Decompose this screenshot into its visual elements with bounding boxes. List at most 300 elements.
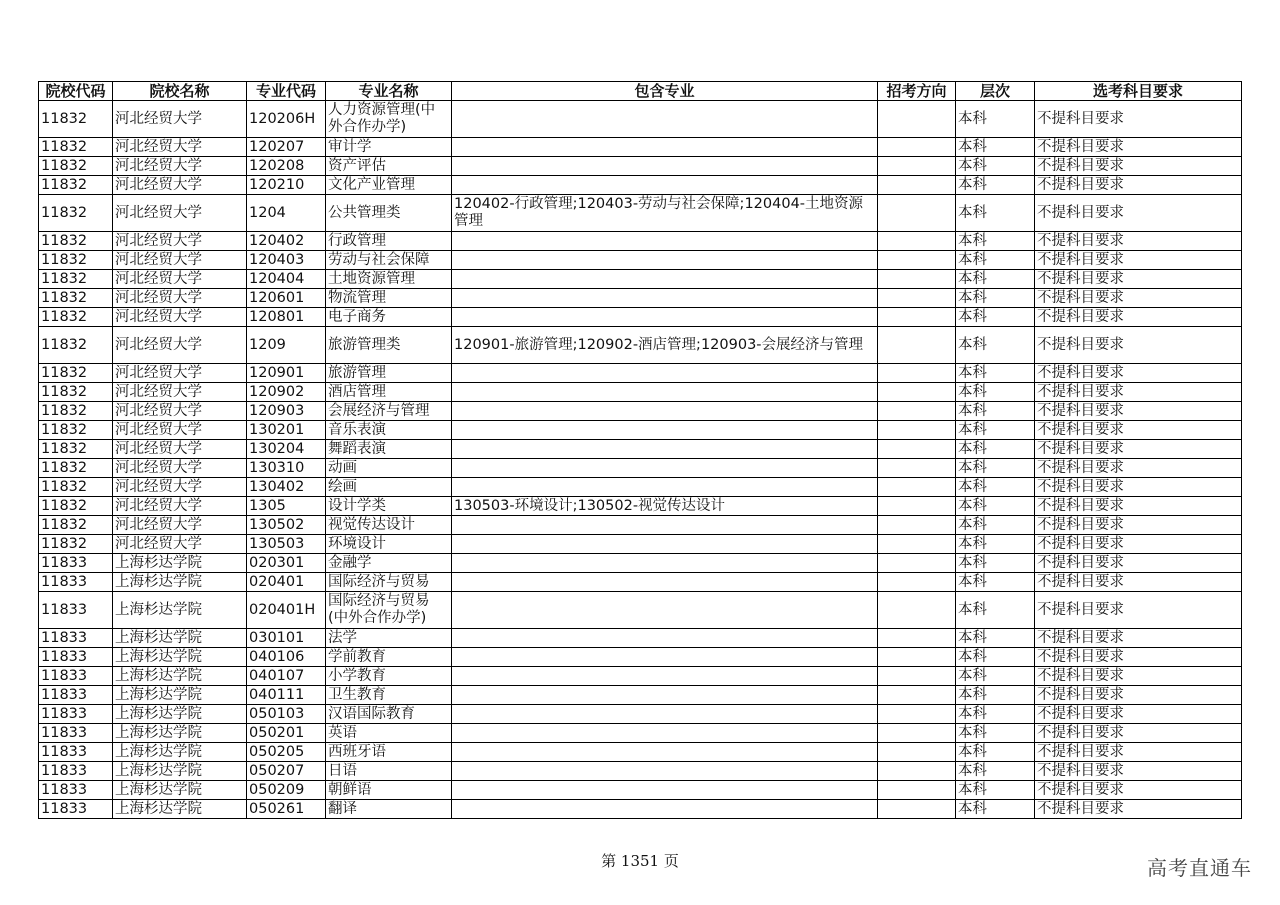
cell-major-code: 040106 xyxy=(247,648,326,667)
cell-level: 本科 xyxy=(956,157,1035,176)
cell-included-majors xyxy=(452,554,878,573)
cell-major-name: 酒店管理 xyxy=(326,383,452,402)
cell-level: 本科 xyxy=(956,667,1035,686)
cell-level: 本科 xyxy=(956,592,1035,629)
cell-included-majors xyxy=(452,762,878,781)
cell-level: 本科 xyxy=(956,101,1035,138)
cell-level: 本科 xyxy=(956,308,1035,327)
cell-level: 本科 xyxy=(956,327,1035,364)
cell-school-code: 11832 xyxy=(39,497,113,516)
cell-major-name: 公共管理类 xyxy=(326,195,452,232)
cell-included-majors xyxy=(452,383,878,402)
cell-school-name: 河北经贸大学 xyxy=(113,478,247,497)
cell-level: 本科 xyxy=(956,195,1035,232)
cell-included-majors xyxy=(452,101,878,138)
cell-subject-requirement: 不提科目要求 xyxy=(1035,157,1242,176)
cell-major-name: 旅游管理类 xyxy=(326,327,452,364)
cell-direction xyxy=(878,592,956,629)
cell-subject-requirement: 不提科目要求 xyxy=(1035,648,1242,667)
cell-school-code: 11833 xyxy=(39,667,113,686)
cell-included-majors xyxy=(452,724,878,743)
table-row xyxy=(39,270,1242,289)
cell-school-name: 上海杉达学院 xyxy=(113,573,247,592)
cell-major-name: 电子商务 xyxy=(326,308,452,327)
header-subject-requirement: 选考科目要求 xyxy=(1035,82,1242,101)
cell-school-name: 上海杉达学院 xyxy=(113,686,247,705)
cell-level: 本科 xyxy=(956,289,1035,308)
cell-included-majors xyxy=(452,705,878,724)
cell-major-code: 120801 xyxy=(247,308,326,327)
cell-level: 本科 xyxy=(956,762,1035,781)
cell-major-code: 120404 xyxy=(247,270,326,289)
cell-school-name: 河北经贸大学 xyxy=(113,101,247,138)
cell-level: 本科 xyxy=(956,781,1035,800)
cell-included-majors xyxy=(452,573,878,592)
cell-school-code: 11832 xyxy=(39,516,113,535)
cell-major-name: 环境设计 xyxy=(326,535,452,554)
cell-major-code: 130201 xyxy=(247,421,326,440)
cell-subject-requirement: 不提科目要求 xyxy=(1035,270,1242,289)
cell-school-name: 河北经贸大学 xyxy=(113,195,247,232)
cell-direction xyxy=(878,497,956,516)
table-row xyxy=(39,440,1242,459)
cell-direction xyxy=(878,667,956,686)
cell-school-code: 11832 xyxy=(39,176,113,195)
cell-school-name: 河北经贸大学 xyxy=(113,157,247,176)
cell-included-majors xyxy=(452,667,878,686)
cell-subject-requirement: 不提科目要求 xyxy=(1035,516,1242,535)
cell-school-name: 上海杉达学院 xyxy=(113,648,247,667)
cell-major-code: 120902 xyxy=(247,383,326,402)
table-row xyxy=(39,459,1242,478)
cell-direction xyxy=(878,327,956,364)
cell-major-code: 130310 xyxy=(247,459,326,478)
cell-direction xyxy=(878,781,956,800)
cell-major-name: 人力资源管理(中外合作办学) xyxy=(326,101,452,138)
cell-direction xyxy=(878,176,956,195)
cell-school-name: 河北经贸大学 xyxy=(113,364,247,383)
header-major-code: 专业代码 xyxy=(247,82,326,101)
cell-major-code: 130503 xyxy=(247,535,326,554)
cell-level: 本科 xyxy=(956,383,1035,402)
cell-subject-requirement: 不提科目要求 xyxy=(1035,138,1242,157)
cell-subject-requirement: 不提科目要求 xyxy=(1035,232,1242,251)
cell-school-name: 河北经贸大学 xyxy=(113,383,247,402)
cell-subject-requirement: 不提科目要求 xyxy=(1035,478,1242,497)
cell-major-name: 审计学 xyxy=(326,138,452,157)
table-row xyxy=(39,478,1242,497)
cell-direction xyxy=(878,421,956,440)
cell-major-code: 120403 xyxy=(247,251,326,270)
cell-school-code: 11833 xyxy=(39,629,113,648)
table-row xyxy=(39,705,1242,724)
table-row xyxy=(39,535,1242,554)
cell-major-name: 翻译 xyxy=(326,800,452,819)
cell-major-name: 资产评估 xyxy=(326,157,452,176)
cell-included-majors xyxy=(452,629,878,648)
cell-direction xyxy=(878,535,956,554)
table-row xyxy=(39,195,1242,232)
table-row xyxy=(39,629,1242,648)
cell-school-name: 上海杉达学院 xyxy=(113,781,247,800)
cell-level: 本科 xyxy=(956,705,1035,724)
cell-school-name: 河北经贸大学 xyxy=(113,270,247,289)
cell-major-name: 音乐表演 xyxy=(326,421,452,440)
table-row xyxy=(39,592,1242,629)
cell-major-name: 法学 xyxy=(326,629,452,648)
cell-school-code: 11832 xyxy=(39,157,113,176)
cell-subject-requirement: 不提科目要求 xyxy=(1035,308,1242,327)
cell-subject-requirement: 不提科目要求 xyxy=(1035,440,1242,459)
cell-included-majors xyxy=(452,516,878,535)
cell-major-name: 国际经济与贸易 xyxy=(326,573,452,592)
table-row xyxy=(39,781,1242,800)
cell-school-name: 上海杉达学院 xyxy=(113,629,247,648)
cell-school-name: 上海杉达学院 xyxy=(113,592,247,629)
cell-direction xyxy=(878,762,956,781)
table-row xyxy=(39,743,1242,762)
cell-level: 本科 xyxy=(956,535,1035,554)
cell-major-code: 050209 xyxy=(247,781,326,800)
cell-major-code: 050201 xyxy=(247,724,326,743)
cell-direction xyxy=(878,138,956,157)
cell-direction xyxy=(878,686,956,705)
cell-school-name: 上海杉达学院 xyxy=(113,667,247,686)
table-row xyxy=(39,724,1242,743)
cell-major-name: 日语 xyxy=(326,762,452,781)
cell-subject-requirement: 不提科目要求 xyxy=(1035,762,1242,781)
cell-major-code: 040107 xyxy=(247,667,326,686)
cell-major-name: 卫生教育 xyxy=(326,686,452,705)
table-row xyxy=(39,308,1242,327)
cell-school-name: 上海杉达学院 xyxy=(113,762,247,781)
cell-included-majors xyxy=(452,535,878,554)
cell-school-name: 上海杉达学院 xyxy=(113,724,247,743)
cell-level: 本科 xyxy=(956,554,1035,573)
cell-subject-requirement: 不提科目要求 xyxy=(1035,573,1242,592)
cell-level: 本科 xyxy=(956,440,1035,459)
table-row xyxy=(39,251,1242,270)
cell-direction xyxy=(878,402,956,421)
cell-major-code: 120903 xyxy=(247,402,326,421)
cell-school-name: 河北经贸大学 xyxy=(113,421,247,440)
cell-direction xyxy=(878,440,956,459)
cell-school-code: 11832 xyxy=(39,232,113,251)
table-row xyxy=(39,554,1242,573)
cell-major-name: 西班牙语 xyxy=(326,743,452,762)
header-major-name: 专业名称 xyxy=(326,82,452,101)
cell-school-code: 11832 xyxy=(39,195,113,232)
header-row xyxy=(39,82,1242,101)
cell-direction xyxy=(878,195,956,232)
cell-direction xyxy=(878,101,956,138)
cell-school-code: 11832 xyxy=(39,364,113,383)
cell-school-code: 11833 xyxy=(39,800,113,819)
cell-subject-requirement: 不提科目要求 xyxy=(1035,402,1242,421)
cell-included-majors: 120901-旅游管理;120902-酒店管理;120903-会展经济与管理 xyxy=(452,327,878,364)
table-row xyxy=(39,402,1242,421)
table-row xyxy=(39,686,1242,705)
table-row xyxy=(39,138,1242,157)
cell-included-majors xyxy=(452,364,878,383)
header-included-majors: 包含专业 xyxy=(452,82,878,101)
cell-school-code: 11832 xyxy=(39,440,113,459)
cell-direction xyxy=(878,459,956,478)
cell-major-code: 130402 xyxy=(247,478,326,497)
cell-school-code: 11832 xyxy=(39,270,113,289)
cell-included-majors xyxy=(452,157,878,176)
cell-level: 本科 xyxy=(956,743,1035,762)
cell-subject-requirement: 不提科目要求 xyxy=(1035,667,1242,686)
cell-school-code: 11832 xyxy=(39,383,113,402)
cell-level: 本科 xyxy=(956,573,1035,592)
cell-major-code: 120208 xyxy=(247,157,326,176)
header-level: 层次 xyxy=(956,82,1035,101)
cell-subject-requirement: 不提科目要求 xyxy=(1035,535,1242,554)
cell-level: 本科 xyxy=(956,497,1035,516)
cell-level: 本科 xyxy=(956,516,1035,535)
cell-subject-requirement: 不提科目要求 xyxy=(1035,459,1242,478)
cell-level: 本科 xyxy=(956,459,1035,478)
cell-major-name: 视觉传达设计 xyxy=(326,516,452,535)
cell-major-name: 小学教育 xyxy=(326,667,452,686)
cell-school-name: 河北经贸大学 xyxy=(113,497,247,516)
admission-table xyxy=(38,81,1242,819)
cell-major-code: 020301 xyxy=(247,554,326,573)
cell-school-name: 河北经贸大学 xyxy=(113,327,247,364)
cell-subject-requirement: 不提科目要求 xyxy=(1035,724,1242,743)
cell-included-majors xyxy=(452,800,878,819)
table-row xyxy=(39,516,1242,535)
cell-level: 本科 xyxy=(956,251,1035,270)
cell-direction xyxy=(878,251,956,270)
cell-level: 本科 xyxy=(956,232,1035,251)
cell-major-code: 1305 xyxy=(247,497,326,516)
cell-major-name: 汉语国际教育 xyxy=(326,705,452,724)
cell-major-code: 120901 xyxy=(247,364,326,383)
cell-major-name: 金融学 xyxy=(326,554,452,573)
cell-major-code: 040111 xyxy=(247,686,326,705)
cell-level: 本科 xyxy=(956,270,1035,289)
table-row xyxy=(39,421,1242,440)
cell-level: 本科 xyxy=(956,478,1035,497)
cell-school-code: 11832 xyxy=(39,478,113,497)
cell-direction xyxy=(878,516,956,535)
cell-school-code: 11832 xyxy=(39,327,113,364)
cell-included-majors xyxy=(452,421,878,440)
cell-school-name: 河北经贸大学 xyxy=(113,440,247,459)
cell-major-code: 050207 xyxy=(247,762,326,781)
cell-direction xyxy=(878,383,956,402)
cell-major-code: 020401 xyxy=(247,573,326,592)
cell-school-name: 河北经贸大学 xyxy=(113,251,247,270)
cell-direction xyxy=(878,289,956,308)
cell-direction xyxy=(878,364,956,383)
cell-major-code: 020401H xyxy=(247,592,326,629)
cell-major-code: 120207 xyxy=(247,138,326,157)
cell-major-code: 120402 xyxy=(247,232,326,251)
cell-direction xyxy=(878,308,956,327)
cell-direction xyxy=(878,648,956,667)
table-row xyxy=(39,327,1242,364)
cell-level: 本科 xyxy=(956,724,1035,743)
cell-school-code: 11833 xyxy=(39,762,113,781)
cell-included-majors xyxy=(452,289,878,308)
table-row xyxy=(39,101,1242,138)
cell-school-name: 上海杉达学院 xyxy=(113,743,247,762)
cell-school-code: 11833 xyxy=(39,705,113,724)
cell-included-majors xyxy=(452,743,878,762)
cell-subject-requirement: 不提科目要求 xyxy=(1035,592,1242,629)
cell-school-code: 11832 xyxy=(39,535,113,554)
cell-included-majors xyxy=(452,308,878,327)
cell-direction xyxy=(878,270,956,289)
cell-subject-requirement: 不提科目要求 xyxy=(1035,554,1242,573)
cell-school-code: 11832 xyxy=(39,421,113,440)
cell-school-code: 11833 xyxy=(39,573,113,592)
cell-school-name: 河北经贸大学 xyxy=(113,289,247,308)
cell-major-code: 050205 xyxy=(247,743,326,762)
cell-subject-requirement: 不提科目要求 xyxy=(1035,251,1242,270)
cell-included-majors xyxy=(452,781,878,800)
header-school-name: 院校名称 xyxy=(113,82,247,101)
cell-school-code: 11833 xyxy=(39,592,113,629)
cell-major-name: 学前教育 xyxy=(326,648,452,667)
cell-direction xyxy=(878,705,956,724)
cell-major-code: 050261 xyxy=(247,800,326,819)
cell-school-code: 11832 xyxy=(39,459,113,478)
cell-major-name: 英语 xyxy=(326,724,452,743)
cell-subject-requirement: 不提科目要求 xyxy=(1035,705,1242,724)
cell-school-name: 河北经贸大学 xyxy=(113,459,247,478)
cell-level: 本科 xyxy=(956,629,1035,648)
cell-subject-requirement: 不提科目要求 xyxy=(1035,383,1242,402)
cell-subject-requirement: 不提科目要求 xyxy=(1035,686,1242,705)
cell-direction xyxy=(878,573,956,592)
cell-major-name: 土地资源管理 xyxy=(326,270,452,289)
cell-major-code: 1209 xyxy=(247,327,326,364)
header-direction: 招考方向 xyxy=(878,82,956,101)
table-row xyxy=(39,364,1242,383)
cell-included-majors xyxy=(452,402,878,421)
cell-subject-requirement: 不提科目要求 xyxy=(1035,629,1242,648)
cell-included-majors xyxy=(452,232,878,251)
cell-major-name: 动画 xyxy=(326,459,452,478)
cell-school-name: 上海杉达学院 xyxy=(113,705,247,724)
cell-direction xyxy=(878,800,956,819)
cell-subject-requirement: 不提科目要求 xyxy=(1035,421,1242,440)
cell-direction xyxy=(878,157,956,176)
cell-included-majors xyxy=(452,686,878,705)
cell-major-name: 国际经济与贸易(中外合作办学) xyxy=(326,592,452,629)
cell-school-name: 上海杉达学院 xyxy=(113,554,247,573)
watermark-logo: 高考直通车 xyxy=(1147,856,1252,880)
cell-included-majors xyxy=(452,138,878,157)
cell-major-code: 120601 xyxy=(247,289,326,308)
cell-major-code: 120210 xyxy=(247,176,326,195)
cell-major-name: 文化产业管理 xyxy=(326,176,452,195)
cell-school-code: 11832 xyxy=(39,402,113,421)
table-row xyxy=(39,667,1242,686)
cell-school-name: 河北经贸大学 xyxy=(113,308,247,327)
cell-included-majors xyxy=(452,440,878,459)
table-row xyxy=(39,573,1242,592)
cell-level: 本科 xyxy=(956,421,1035,440)
cell-school-name: 河北经贸大学 xyxy=(113,232,247,251)
cell-direction xyxy=(878,743,956,762)
cell-subject-requirement: 不提科目要求 xyxy=(1035,195,1242,232)
cell-subject-requirement: 不提科目要求 xyxy=(1035,743,1242,762)
cell-school-code: 11832 xyxy=(39,138,113,157)
cell-subject-requirement: 不提科目要求 xyxy=(1035,101,1242,138)
cell-direction xyxy=(878,724,956,743)
cell-school-code: 11833 xyxy=(39,781,113,800)
cell-level: 本科 xyxy=(956,176,1035,195)
cell-level: 本科 xyxy=(956,138,1035,157)
cell-school-code: 11833 xyxy=(39,724,113,743)
cell-major-code: 130204 xyxy=(247,440,326,459)
cell-subject-requirement: 不提科目要求 xyxy=(1035,800,1242,819)
table-row xyxy=(39,383,1242,402)
cell-major-name: 行政管理 xyxy=(326,232,452,251)
table-row xyxy=(39,648,1242,667)
cell-major-name: 会展经济与管理 xyxy=(326,402,452,421)
cell-subject-requirement: 不提科目要求 xyxy=(1035,327,1242,364)
cell-level: 本科 xyxy=(956,402,1035,421)
cell-included-majors xyxy=(452,176,878,195)
cell-major-code: 120206H xyxy=(247,101,326,138)
cell-major-name: 旅游管理 xyxy=(326,364,452,383)
cell-major-name: 设计学类 xyxy=(326,497,452,516)
cell-major-name: 物流管理 xyxy=(326,289,452,308)
cell-school-code: 11833 xyxy=(39,743,113,762)
cell-major-name: 舞蹈表演 xyxy=(326,440,452,459)
cell-school-name: 河北经贸大学 xyxy=(113,138,247,157)
table-row xyxy=(39,232,1242,251)
cell-school-name: 上海杉达学院 xyxy=(113,800,247,819)
cell-included-majors xyxy=(452,478,878,497)
cell-school-code: 11832 xyxy=(39,308,113,327)
header-school-code: 院校代码 xyxy=(39,82,113,101)
table-row xyxy=(39,497,1242,516)
cell-school-code: 11833 xyxy=(39,686,113,705)
cell-major-code: 130502 xyxy=(247,516,326,535)
cell-major-code: 1204 xyxy=(247,195,326,232)
cell-school-code: 11833 xyxy=(39,554,113,573)
cell-direction xyxy=(878,629,956,648)
cell-major-name: 朝鲜语 xyxy=(326,781,452,800)
cell-included-majors: 130503-环境设计;130502-视觉传达设计 xyxy=(452,497,878,516)
cell-subject-requirement: 不提科目要求 xyxy=(1035,364,1242,383)
cell-major-code: 050103 xyxy=(247,705,326,724)
cell-school-name: 河北经贸大学 xyxy=(113,402,247,421)
cell-level: 本科 xyxy=(956,364,1035,383)
table-row xyxy=(39,762,1242,781)
cell-level: 本科 xyxy=(956,648,1035,667)
cell-subject-requirement: 不提科目要求 xyxy=(1035,781,1242,800)
cell-included-majors xyxy=(452,459,878,478)
cell-included-majors xyxy=(452,270,878,289)
cell-level: 本科 xyxy=(956,686,1035,705)
cell-school-name: 河北经贸大学 xyxy=(113,516,247,535)
cell-school-code: 11833 xyxy=(39,648,113,667)
cell-school-code: 11832 xyxy=(39,251,113,270)
cell-direction xyxy=(878,554,956,573)
cell-major-name: 劳动与社会保障 xyxy=(326,251,452,270)
table-row xyxy=(39,176,1242,195)
cell-included-majors xyxy=(452,251,878,270)
cell-subject-requirement: 不提科目要求 xyxy=(1035,176,1242,195)
